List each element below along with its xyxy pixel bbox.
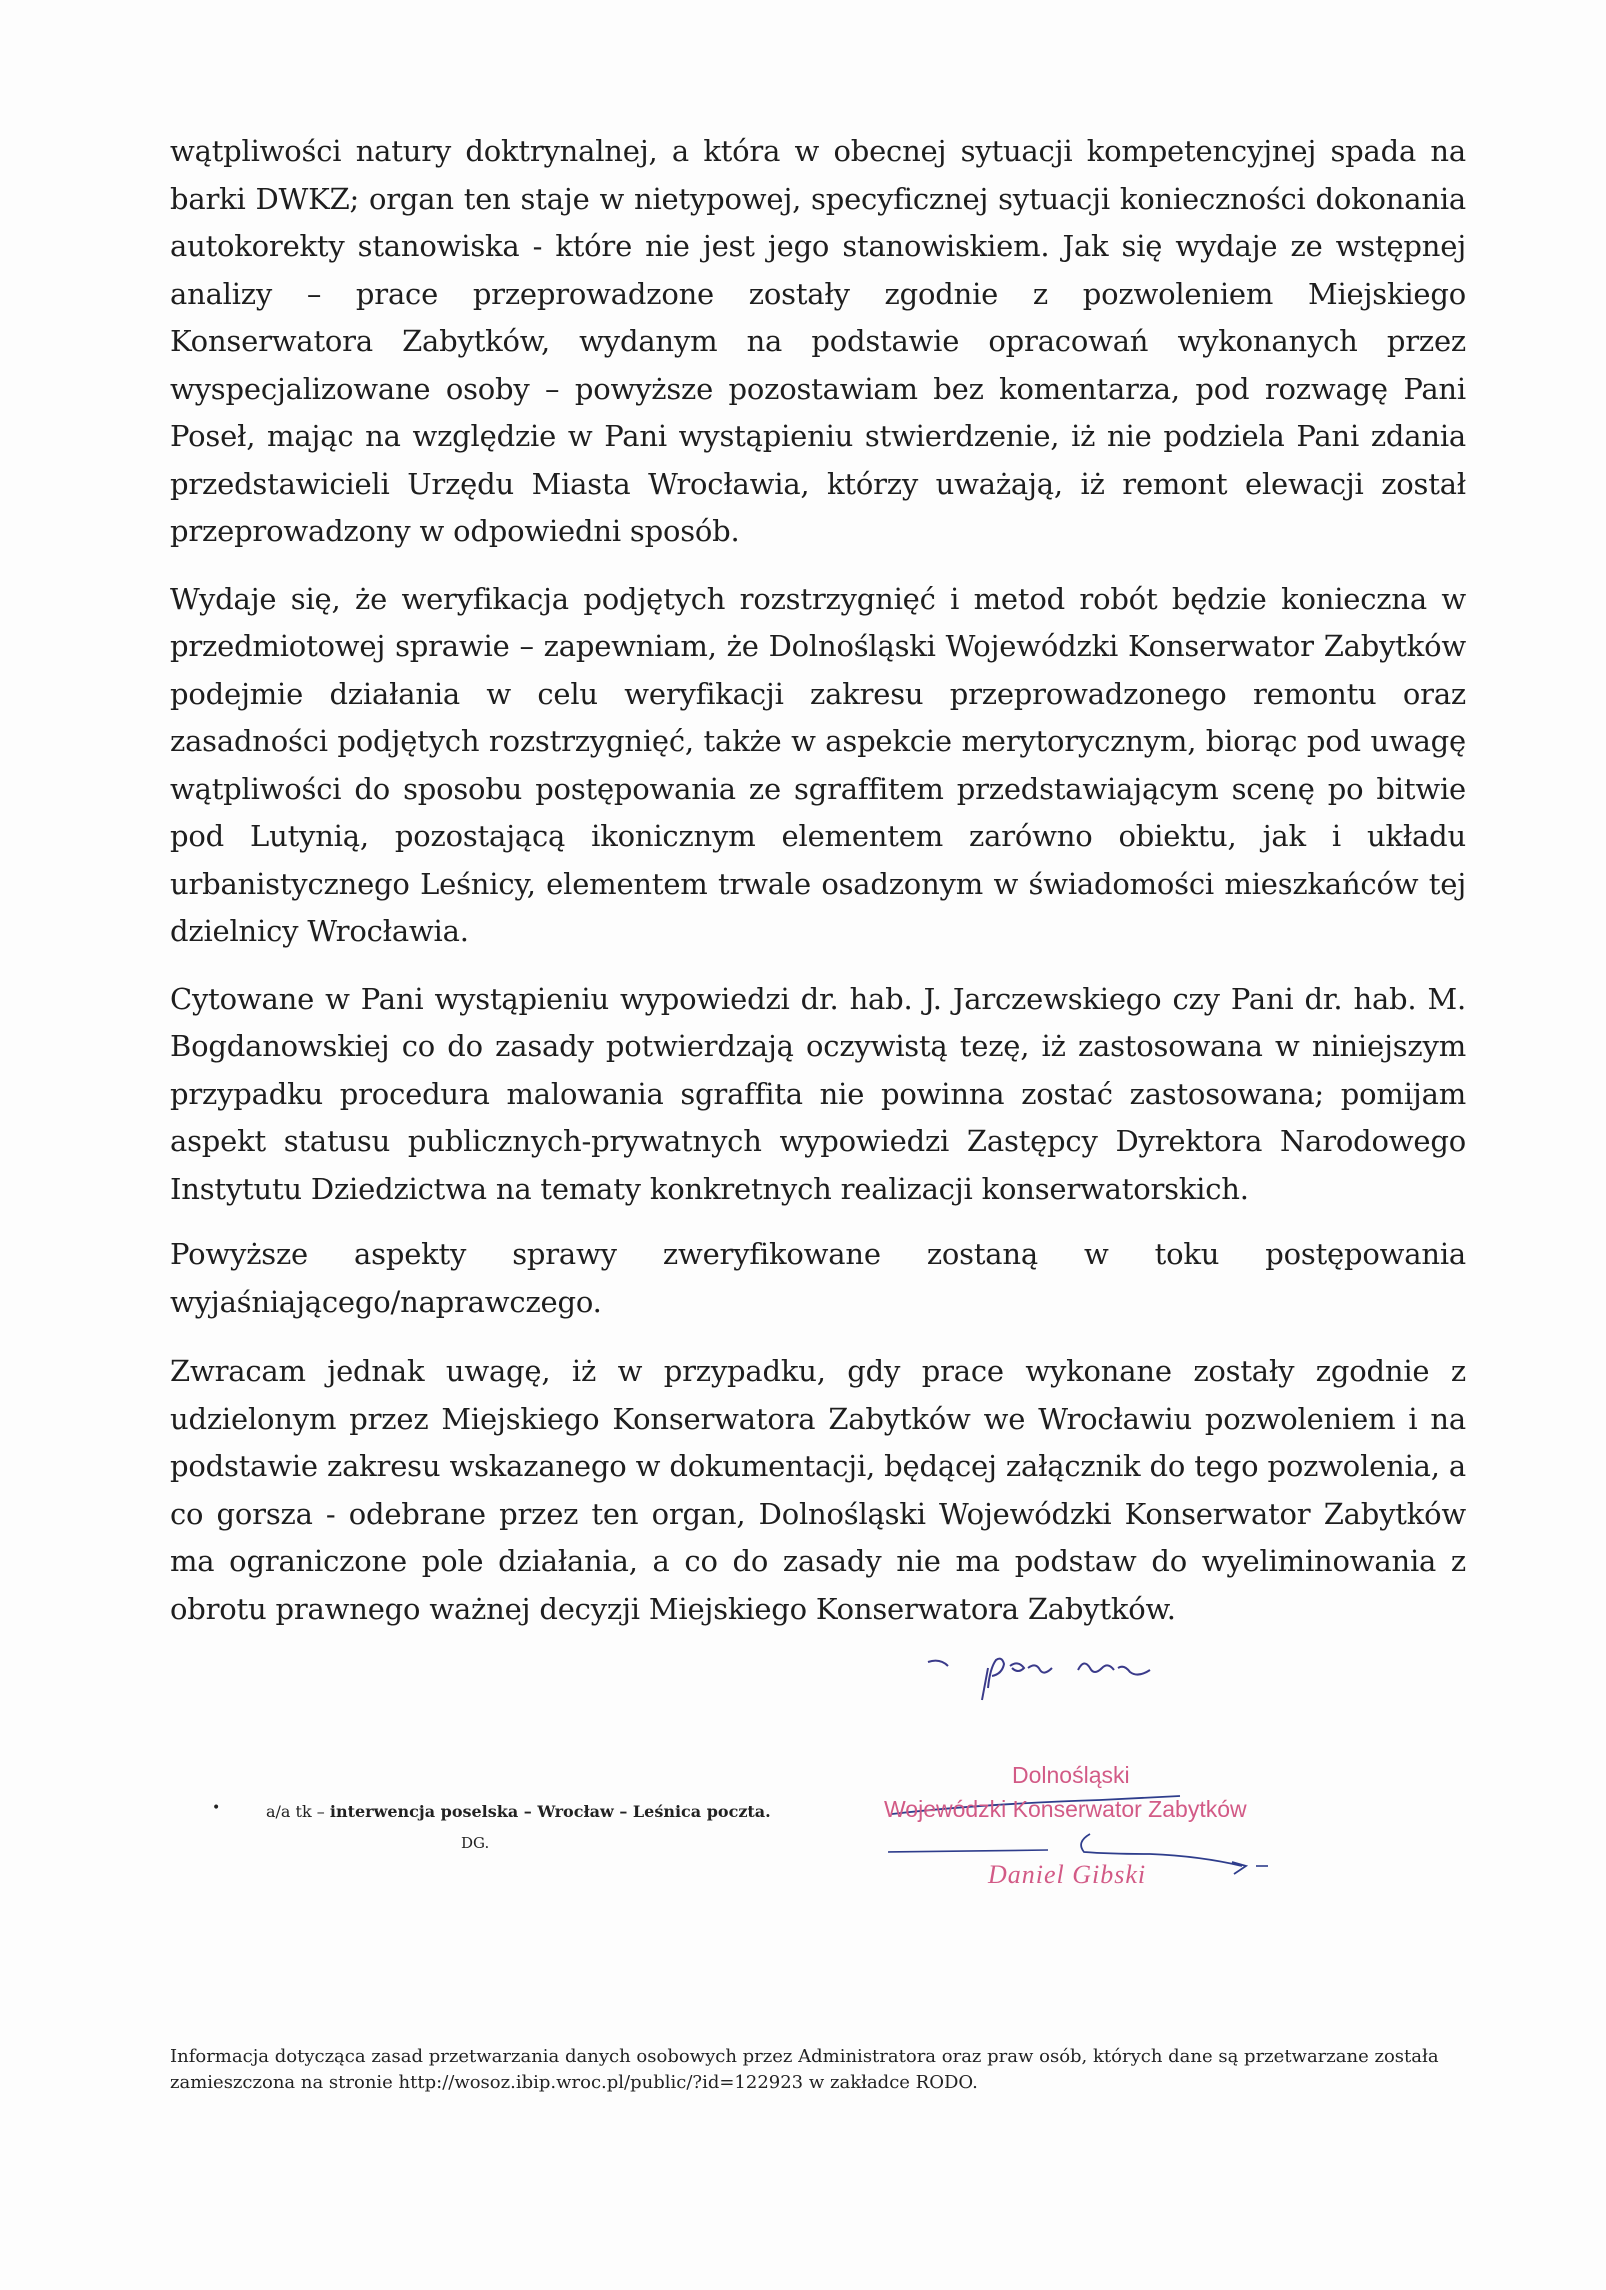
paragraph-2: Wydaje się, że weryfikacja podjętych rozstrzygnięć i metod robót będzie konieczna w przedmiotowej sprawie – zapewniam, że Dolnośląski Wojewódzki Konserwator Zabytków podejmie działania w celu weryfikacji zakresu przeprowadzonego remontu oraz zasadności podjętych rozstrzygnięć, także w aspekcie merytorycznym, biorąc pod uwagę wątpliwości do sposobu postępowania ze sgraffitem przedstawiającym scenę po bitwie pod Lutynią, pozostającą ikonicznym elementem zarówno obiektu, jak i układu urbanistycznego Leśnicy, elementem trwale osadzonym w świadomości mieszkańców tej dzielnicy Wrocławia.: [170, 581, 1466, 948]
paragraph-3: Cytowane w Pani wystąpieniu wypowiedzi dr. hab. J. Jarczewskiego czy Pani dr. hab. M. Bogdanowskiej co do zasady potwierdzają oczywistą tezę, iż zastosowana w niniejszym przypadku procedura malowania sgraffita nie powinna zostać zastosowana; pomijam aspekt statusu publicznych-prywatnych wypowiedzi Zastępcy Dyrektora Narodowego Instytutu Dziedzictwa na tematy konkretnych realizacji konserwatorskich.: [170, 981, 1466, 1206]
cc-prefix: a/a tk –: [266, 1802, 330, 1821]
cc-text: [266, 1802, 771, 1821]
letter-body: [170, 128, 1466, 1649]
stamp-signatory-name: Daniel Gibski: [988, 1860, 1147, 1889]
bullet: •: [212, 1800, 221, 1816]
paragraph-1: wątpliwości natury doktrynalnej, a która w obecnej sytuacji kompetencyjnej spada na barki DWKZ; organ ten staje w nietypowej, specyficznej sytuacji konieczności dokonania autokorekty stanowiska - które nie jest jego stanowiskiem. Jak się wydaje ze wstępnej analizy – prace przeprowadzone zostały zgodnie z pozwoleniem Miejskiego Konserwatora Zabytków, wydanym na podstawie opracowań wykonanych przez wyspecjalizowane osoby – powyższe pozostawiam bez komentarza, pod rozwagę Pani Poseł, mając na względzie w Pani wystąpieniu stwierdzenie, iż nie podziela Pani zdania przedstawicieli Urzędu Miasta Wrocławia, którzy uważają, iż remont elewacji został przeprowadzony w odpowiedni sposób.: [170, 134, 1466, 548]
paragraph-4: Powyższe aspekty sprawy zweryfikowane zostaną w toku postępowania wyjaśniającego/naprawczego.: [170, 1237, 1466, 1319]
official-stamp: [880, 1756, 1280, 1896]
author-initials: DG.: [461, 1834, 490, 1852]
stamp-title-line2: Wojewódzki Konserwator Zabytków: [884, 1796, 1247, 1822]
gdpr-footer-note: Informacja dotycząca zasad przetwarzania danych osobowych przez Administratora oraz praw osób, których dane są przetwarzane została zamieszczona na stronie http://wosoz.ibip.wroc.pl/public/?id=122923 w zakładce RODO.: [170, 2046, 1439, 2093]
stamp-title-line1: Dolnośląski: [1012, 1762, 1130, 1788]
cc-bold-text: interwencja poselska – Wrocław – Leśnica poczta.: [329, 1802, 771, 1821]
handwritten-signature: [918, 1648, 1198, 1718]
paragraph-5: Zwracam jednak uwagę, iż w przypadku, gdy prace wykonane zostały zgodnie z udzielonym przez Miejskiego Konserwatora Zabytków we Wrocławiu pozwoleniem i na podstawie zakresu wskazanego w dokumentacji, będącej załącznik do tego pozwolenia, a co gorsza - odebrane przez ten organ, Dolnośląski Wojewódzki Konserwator Zabytków ma ograniczone pole działania, a co do zasady nie ma podstaw do wyeliminowania z obrotu prawnego ważnej decyzji Miejskiego Konserwatora Zabytków.: [170, 1354, 1466, 1626]
